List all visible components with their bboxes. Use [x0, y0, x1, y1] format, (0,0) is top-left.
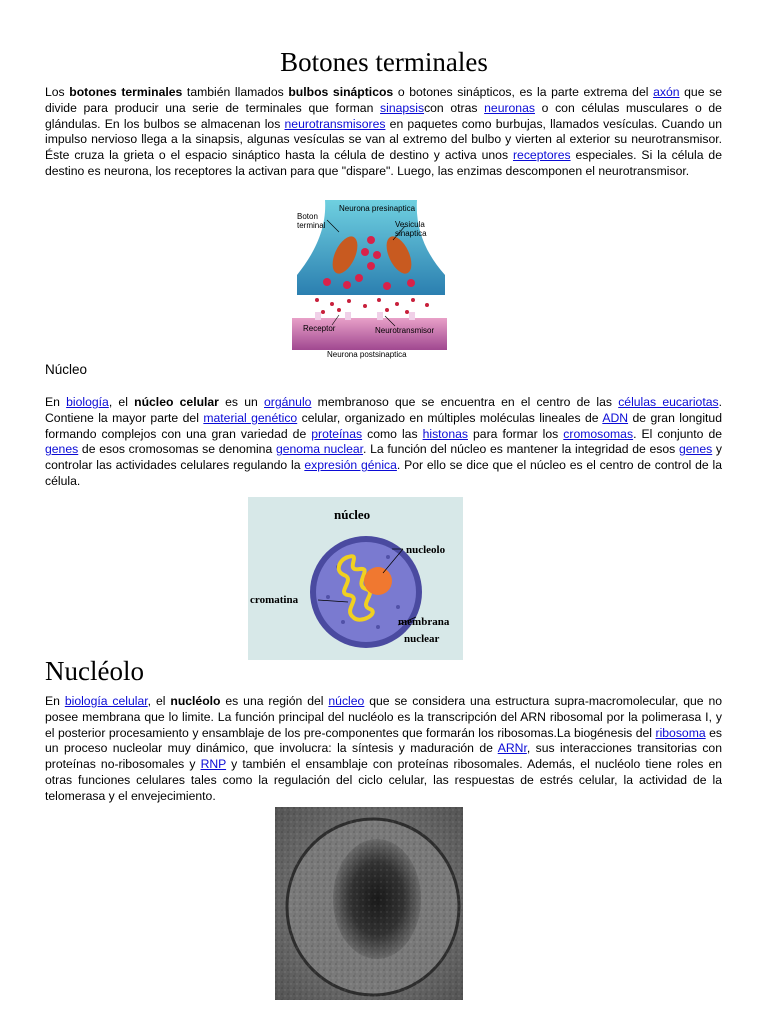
label-neurotransmisor: Neurotransmisor	[375, 326, 435, 335]
neurotransmitter-dots	[315, 298, 429, 314]
inline-link[interactable]: genoma nuclear	[275, 442, 364, 457]
text-run: celular, organizado en múltiples moléculas lineales de	[297, 410, 603, 425]
nucleolus	[364, 567, 392, 595]
inline-link[interactable]: histonas	[422, 426, 468, 441]
text-run: , sus interacciones transitorias con proteínas no-ribosomales y	[45, 741, 722, 772]
label-nucleolo: nucleolo	[406, 544, 446, 556]
inline-link[interactable]: ribosoma	[655, 725, 706, 740]
text-run: también llamados	[182, 85, 289, 99]
bold-term: nucléolo	[170, 694, 221, 708]
text-run: de gran longitud formando complejos con una gran variedad de	[45, 410, 722, 441]
inline-link[interactable]: sinapsis	[380, 100, 425, 115]
text-run: y también el ensamblaje con proteínas ribosomales. Además, el nucléolo tiene roles en otras funciones celulares tales como la regulación del ciclo celular, las respuestas de estrés celular, la actividad de la telomerasa y el envejecimiento.	[45, 757, 722, 803]
page-title: Botones terminales	[280, 47, 488, 77]
text-run: con otras	[424, 100, 485, 115]
text-run: o con células musculares o de glándulas. En los bulbos se almacenan los	[45, 100, 722, 131]
text-run: . El conjunto de	[633, 426, 723, 441]
text-run: , el	[147, 694, 171, 708]
text-run: para formar los	[467, 426, 564, 441]
text-run: . Por ello se dice que el núcleo es el centro de control de la célula.	[45, 458, 722, 488]
inline-link[interactable]: genes	[678, 442, 713, 457]
text-run: especiales. Si la célula de destino es neurona, los receptores la activan para que "dispare". Luego, las enzimas descomponen el neurotransmisor.	[45, 148, 722, 178]
section-heading-nucleolo: Nucléolo	[45, 656, 144, 686]
inline-link[interactable]: ARNr	[497, 741, 527, 756]
inline-link[interactable]: RNP	[200, 757, 227, 772]
label-nucleo-title: núcleo	[334, 507, 371, 522]
inline-link[interactable]: orgánulo	[264, 395, 312, 409]
bold-term: botones terminales	[69, 85, 183, 99]
text-run: membranoso que se encuentra en el centro de las	[311, 395, 619, 409]
inline-link[interactable]: genes	[45, 442, 79, 457]
label-presinaptica: Neurona presinaptica	[339, 204, 416, 213]
text-run: . La función del núcleo es mantener la integridad de esos	[363, 442, 679, 457]
label-vesicula: Vesicula sinaptica	[395, 220, 427, 238]
inline-link[interactable]: neurotransmisores	[284, 116, 386, 131]
text-run: es un proceso nucleolar muy dinámico, que involucra: la síntesis y maduración de	[45, 725, 723, 756]
section-heading-nucleo: Núcleo	[45, 362, 88, 377]
inline-link[interactable]: biología celular	[64, 694, 148, 708]
text-run: es un	[218, 395, 265, 409]
inline-link[interactable]: axón	[653, 85, 680, 99]
paragraph-nucleolo	[45, 694, 722, 805]
bold-term: bulbos sinápticos	[288, 85, 394, 99]
bold-term: núcleo celular	[134, 395, 219, 409]
inline-link[interactable]: biología	[66, 395, 109, 409]
label-receptor: Receptor	[303, 324, 336, 333]
inline-link[interactable]: neuronas	[484, 100, 535, 115]
text-run: que se divide para producir una serie de terminales que forman	[45, 85, 722, 115]
text-run: que se considera una estructura supra-macromolecular, que no posee membrana que lo limite. La función principal del nucléolo es la transcripción del ARN ribosomal por la polimerasa I, y el posterior procesamiento y ensamblaje de los pre-componentes que formarán los ribosomas.La biogénesis del	[45, 694, 723, 740]
text-run: o botones sinápticos, es la parte extrema del	[393, 85, 654, 99]
inline-link[interactable]: material genético	[203, 410, 298, 425]
label-boton: Boton terminal	[297, 212, 326, 230]
inline-link[interactable]: cromosomas	[563, 426, 634, 441]
label-nuclear: nuclear	[404, 633, 440, 645]
inline-link[interactable]: proteínas	[311, 426, 363, 441]
micrograph-texture	[275, 807, 463, 1000]
inline-link[interactable]: expresión génica	[304, 458, 397, 473]
text-run: como las	[362, 426, 423, 441]
synapse-figure	[287, 200, 452, 360]
inline-link[interactable]: ADN	[602, 410, 629, 425]
paragraph-nucleo	[45, 395, 722, 490]
presynaptic-bulb	[297, 200, 445, 295]
inline-link[interactable]: receptores	[512, 148, 571, 163]
text-run: Los	[45, 85, 70, 99]
text-run: En	[45, 395, 67, 409]
micrograph-figure	[275, 807, 463, 1000]
label-postsinaptica: Neurona postsinaptica	[327, 350, 407, 359]
paragraph-botones	[45, 85, 722, 180]
text-run: es una región del	[220, 694, 329, 708]
text-run: de esos cromosomas se denomina	[78, 442, 276, 457]
label-cromatina: cromatina	[250, 594, 299, 606]
label-membrana: membrana	[398, 616, 450, 628]
text-run: . Contiene la mayor parte del	[45, 395, 722, 425]
inline-link[interactable]: células eucariotas	[618, 395, 719, 409]
nucleus-figure	[248, 497, 463, 660]
text-run: , el	[108, 395, 135, 409]
inline-link[interactable]: núcleo	[328, 694, 365, 708]
text-run: y controlar las actividades celulares regulando la	[45, 442, 723, 473]
text-run: en paquetes como burbujas, llamados vesículas. Cuando un impulso nervioso llega a la sinapsis, algunas vesículas se van al extremo del bulbo y vierten al exterior su neurotransmisor. Éste cruza la grieta o el espacio sináptico hasta la célula de destino y activa unos	[45, 116, 722, 163]
text-run: En	[45, 694, 65, 708]
